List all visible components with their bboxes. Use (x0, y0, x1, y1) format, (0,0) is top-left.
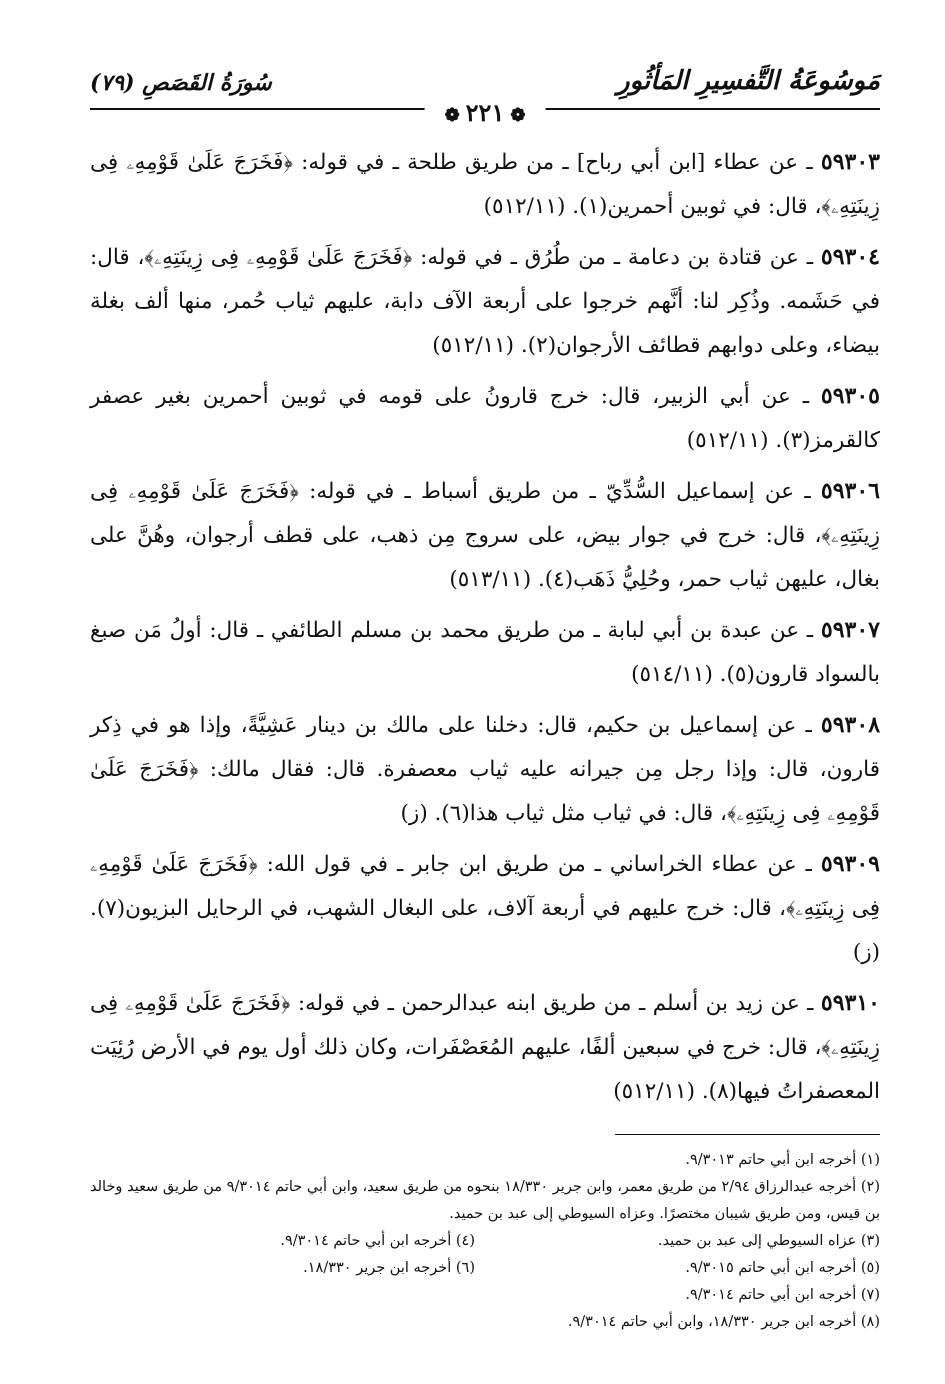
entry-text: ـ عن زيد بن أسلم ـ من طريق ابنه عبدالرحمن ـ في قوله: ﴿فَخَرَجَ عَلَىٰ قَوْمِهِۦ فِى زِينَتِهِۦ﴾، قال: خرج في سبعين ألفًا، عليهم المُعَصْفَرات، وكان ذلك أول يوم في الأرض رُئِيَت المعصفراتُ فيها(٨). (٥١٢/١١) (90, 991, 880, 1104)
entry-number: ٥٩٣١٠ (820, 990, 880, 1016)
entry-text: ـ عن إسماعيل السُّدِّيّ ـ من طريق أسباط ـ في قوله: ﴿فَخَرَجَ عَلَىٰ قَوْمِهِۦ فِى زِينَتِهِۦ﴾، قال: خرج في جوار بيض، على سروج مِن ذهب، على قطف أرجوان، وهُنَّ على بغال، عليهن ثياب حمر، وحُلِيُّ ذَهَب(٤). (٥١٣/١١) (90, 479, 880, 592)
entry (90, 469, 880, 602)
entry-number: ٥٩٣٠٩ (820, 851, 880, 877)
entry (90, 842, 880, 975)
entry (90, 703, 880, 836)
page-number: ٢٢١ (465, 98, 505, 127)
footnote: (١) أخرجه ابن أبي حاتم ٩/٣٠١٣. (685, 1152, 880, 1168)
book-page (90, 60, 880, 1336)
page-number-box (425, 98, 546, 127)
entry-number: ٥٩٣٠٥ (820, 383, 880, 409)
footnote: (٧) أخرجه ابن أبي حاتم ٩/٣٠١٤. (685, 1287, 880, 1303)
entry-text: ـ عن أبي الزبير، قال: خرج قارونُ على قومه في ثوبين أحمرين بغير عصفر كالقرمز(٣). (٥١٢/١١) (90, 384, 880, 453)
entry-text: ـ عن عبدة بن أبي لبابة ـ من طريق محمد بن مسلم الطائفي ـ قال: أولُ مَن صبغ بالسواد قارون(٥). (٥١٤/١١) (90, 618, 880, 687)
entry-text: ـ عن قتادة بن دعامة ـ من طُرُق ـ في قوله: ﴿فَخَرَجَ عَلَىٰ قَوْمِهِۦ فِى زِينَتِهِۦ﴾، قال: في حَشَمه. وذُكِر لنا: أنَّهم خرجوا على أربعة الآف دابة، عليهم ثياب حُمر، منها ألف بغلة بيضاء، وعلى دوابهم قطائف الأرجوان(٢). (٥١٢/١١) (90, 245, 880, 358)
entry (90, 374, 880, 463)
footnote-separator (615, 1134, 880, 1135)
footnote: (٥) أخرجه ابن أبي حاتم ٩/٣٠١٥. (685, 1260, 880, 1276)
entry-number: ٥٩٣٠٣ (820, 149, 880, 175)
entry-number: ٥٩٣٠٤ (820, 244, 880, 270)
surah-title: سُورَةُ القَصَصِ (٧٩) (90, 70, 272, 96)
book-title: مَوسُوعَةُ التَّفسِيرِ المَأثُورِ (617, 66, 880, 96)
entry (90, 981, 880, 1114)
footnote: (٢) أخرجه عبدالرزاق ٢/٩٤ من طريق معمر، وابن جرير ١٨/٣٣٠ بنحوه من طريق سعيد، وابن أبي حاتم ٩/٣٠١٤ من طريق سعيد وخالد بن قيس، ومن طريق شيبان مختصرًا. وعزاه السيوطي إلى عبد بن حميد. (90, 1179, 880, 1222)
entry-text: ـ عن إسماعيل بن حكيم، قال: دخلنا على مالك بن دينار عَشِيَّةً، وإذا هو في ذِكر قارون، قال: وإذا رجل مِن جيرانه عليه ثياب معصفرة. قال: فقال مالك: ﴿فَخَرَجَ عَلَىٰ قَوْمِهِۦ فِى زِينَتِهِۦ﴾، قال: في ثياب مثل ثياب هذا(٦). (ز) (90, 713, 880, 826)
entries-list (90, 140, 880, 1114)
ornament-icon: ❁ (444, 105, 460, 126)
footnotes (90, 1147, 880, 1336)
entry-number: ٥٩٣٠٨ (820, 712, 881, 738)
entry-text: ـ عن عطاء الخراساني ـ من طريق ابن جابر ـ في قول الله: ﴿فَخَرَجَ عَلَىٰ قَوْمِهِۦ فِى زِينَتِهِۦ﴾، قال: خرج عليهم في أربعة آلاف، على البغال الشهب، في الرحايل البزيون(٧). (ز) (90, 852, 880, 965)
ornament-icon: ❁ (510, 105, 526, 126)
entry-number: ٥٩٣٠٧ (820, 617, 880, 643)
entry (90, 235, 880, 368)
entry-number: ٥٩٣٠٦ (820, 478, 880, 504)
entry-text: ـ عن عطاء [ابن أبي رباح] ـ من طريق طلحة ـ في قوله: ﴿فَخَرَجَ عَلَىٰ قَوْمِهِۦ فِى زِينَتِهِۦ﴾، قال: في ثوبين أحمرين(١). (٥١٢/١١) (90, 150, 880, 219)
footnote: (٦) أخرجه ابن جرير ١٨/٣٣٠. (303, 1260, 475, 1276)
entry (90, 608, 880, 697)
footnote: (٨) أخرجه ابن جرير ١٨/٣٣٠، وابن أبي حاتم ٩/٣٠١٤. (567, 1314, 880, 1330)
footnote: (٤) أخرجه ابن أبي حاتم ٩/٣٠١٤. (280, 1233, 475, 1249)
footnote-columns (90, 1228, 880, 1282)
page-header (90, 60, 880, 130)
footnote: (٣) عزاه السيوطي إلى عبد بن حميد. (657, 1233, 880, 1249)
entry (90, 140, 880, 229)
